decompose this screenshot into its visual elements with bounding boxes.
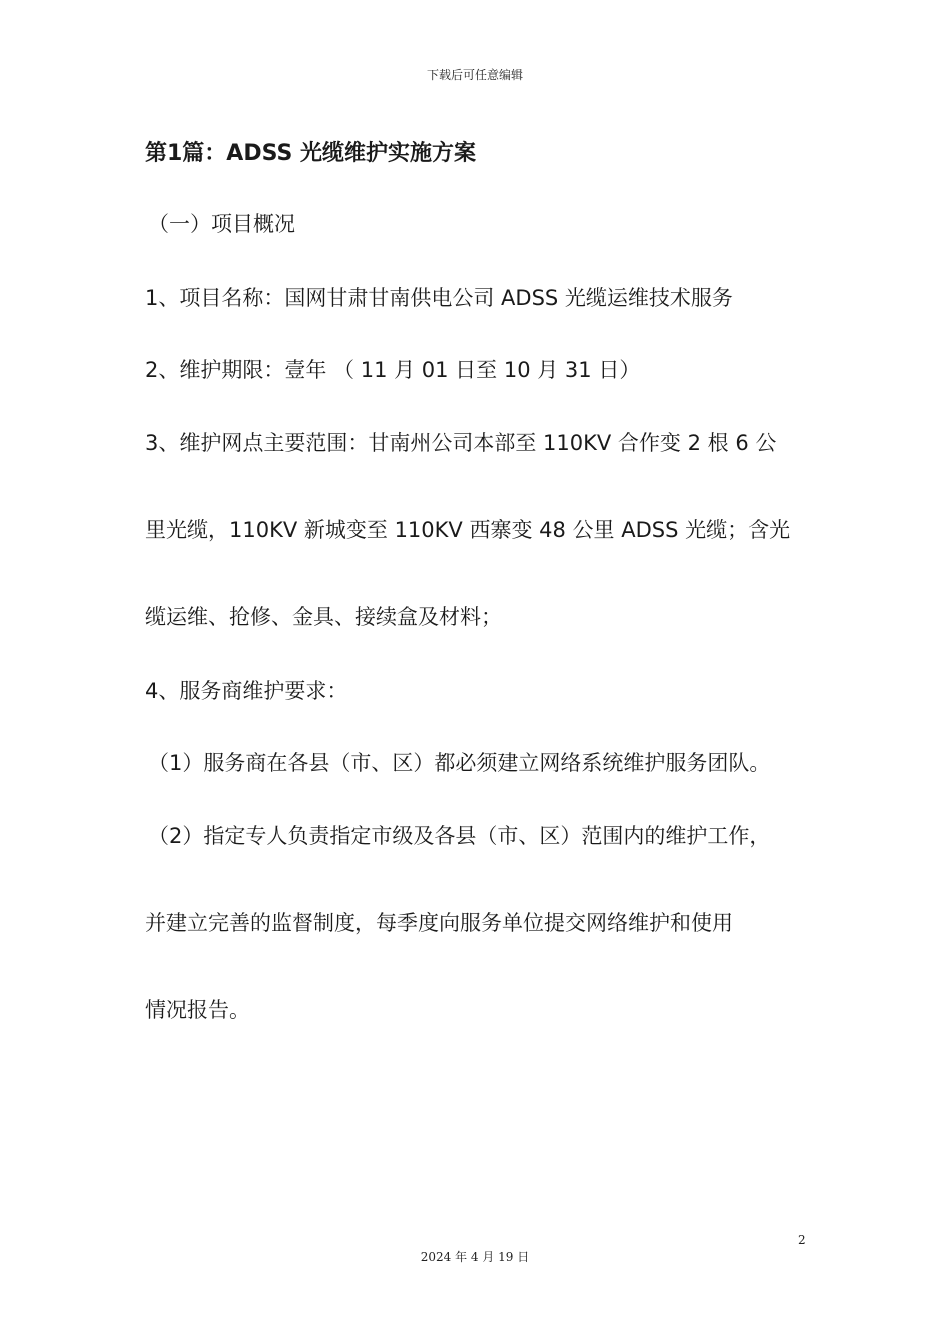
requirement-2-line-1: （2）指定专人负责指定市级及各县（市、区）范围内的维护工作， [148, 824, 771, 848]
item-maintenance-period: 2、维护期限：壹年 （ 11 月 01 日至 10 月 31 日） [145, 358, 641, 382]
document-title: 第1篇：ADSS 光缆维护实施方案 [145, 141, 476, 166]
header-note: 下载后可任意编辑 [426, 68, 523, 82]
item-scope-line-1: 3、维护网点主要范围：甘南州公司本部至 110KV 合作变 2 根 6 公 [145, 431, 777, 455]
item-scope-line-2: 里光缆，110KV 新城变至 110KV 西寨变 48 公里 ADSS 光缆；含光 [145, 518, 791, 542]
footer-date: 2024 年 4 月 19 日 [420, 1250, 530, 1264]
page-number: 2 [798, 1233, 806, 1247]
requirement-2-line-3: 情况报告。 [145, 998, 250, 1022]
requirement-1: （1）服务商在各县（市、区）都必须建立网络系统维护服务团队。 [148, 751, 771, 775]
section-heading: （一）项目概况 [148, 212, 295, 236]
item-scope-line-3: 缆运维、抢修、金具、接续盒及材料； [145, 605, 502, 629]
requirement-2-line-2: 并建立完善的监督制度，每季度向服务单位提交网络维护和使用 [145, 911, 733, 935]
item-project-name: 1、项目名称：国网甘肃甘南供电公司 ADSS 光缆运维技术服务 [145, 286, 733, 310]
item-requirements-heading: 4、服务商维护要求： [145, 679, 348, 703]
